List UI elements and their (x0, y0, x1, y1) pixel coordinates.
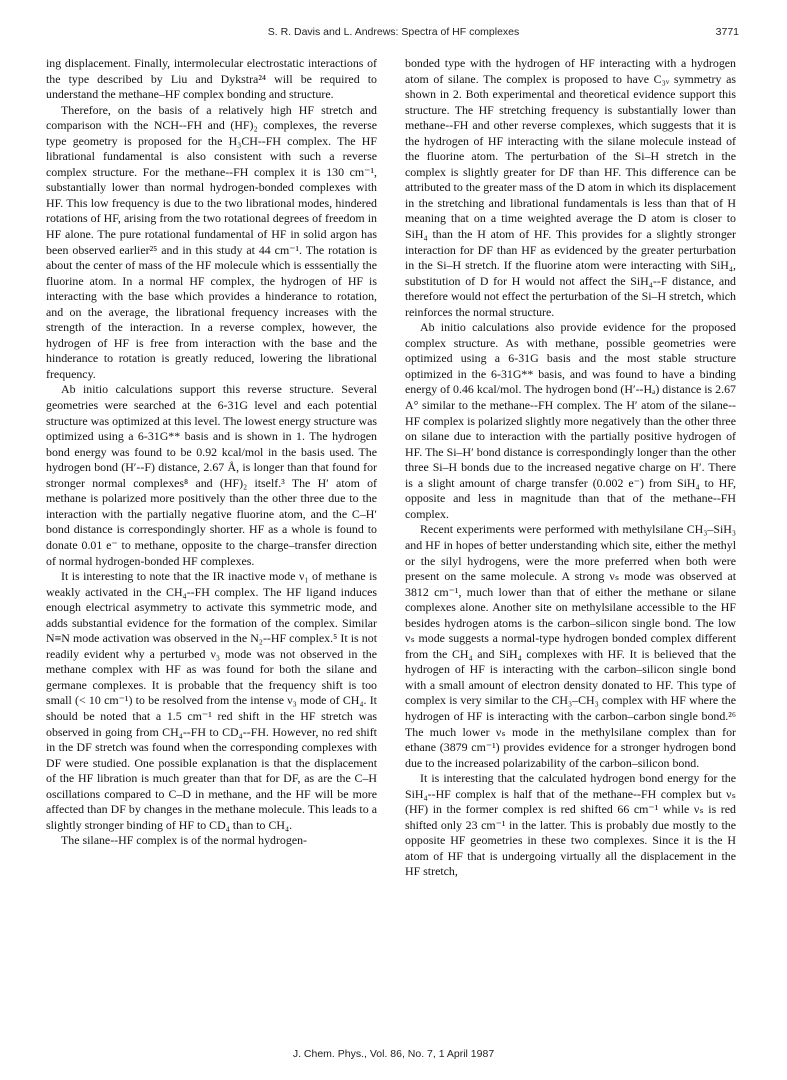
left-paragraph-3: Ab initio calculations support this reverse structure. Several geometries were searched at the 6-31G level and each potential structure was optimized at this level. The lowest energy structure was optimized using a 6-31G** basis and is shown in 1. The hydrogen bond energy was found to be 0.92 kcal/mol in the basis used. The hydrogen bond (H′--F) distance, 2.67 Å, is longer than that found for stronger normal complexes⁸ and (HF)₂ itself.³ The H′ atom of methane is polarized more positively than the other three due to the interaction with the partially negative fluorine atom, and the C–H′ bond distance is correspondingly shorter. HF as a whole is found to donate 0.01 e⁻ to methane, opposite to the charge–transfer direction of normal hydrogen-bonded HF complexes. (46, 382, 377, 568)
running-header: S. R. Davis and L. Andrews: Spectra of HF complexes (267, 26, 520, 38)
left-column (46, 56, 377, 849)
journal-citation-footer: J. Chem. Phys., Vol. 86, No. 7, 1 April 1987 (292, 1048, 495, 1060)
left-paragraph-4: It is interesting to note that the IR inactive mode ν₁ of methane is weakly activated in the CH₄--FH complex. The HF ligand induces enough electrical asymmetry to activate this symmetric mode, and adds substantial evidence for the formation of the complex. Similar N≡N mode activation was observed in the N₂--HF complex.⁵ It is not readily evident why a perturbed ν₃ mode was not observed in the methane complex with HF as was found for both the silane and germane complexes. It is probable that the frequency shift is too small (< 10 cm⁻¹) to be resolved from the intense ν₃ mode of CH₄. It should be noted that a 1.5 cm⁻¹ red shift in the HF stretch was observed in going from CH₄--FH to CD₄--FH. However, no red shift in the DF stretch was found when the corresponding complexes with DF were studied. One possible explanation is that the displacement of the HF libration is much greater than that for DF, as are the C–H oscillations compared to C–D in methane, and the HF will be more affected than DF by changes in the methane molecule. This leads to a slightly stronger binding of HF to CD₄ than to CH₄. (46, 569, 377, 832)
page-number: 3771 (715, 26, 739, 38)
right-paragraph-2: Ab initio calculations also provide evidence for the proposed complex structure. As with methane, possible geometries were optimized using a 6-31G basis and the most stable structure optimized in the 6-31G** basis, and was found to have a binding energy of 0.46 kcal/mol. The hydrogen bond (H′--Hₐ) distance is 2.67 A° similar to the methane--FH complex. The H′ atom of the silane--HF complex is polarized slightly more negatively than the other three on silane due to interaction with the partially positive hydrogen of HF. The Si–H′ bond distance is correspondingly longer than the other three Si–H bonds due to the increased negative charge on H′. There is a slight amount of charge transfer (0.002 e⁻) from SiH₄ to HF, opposite and less in magnitude than that of the methane--FH complex. (405, 320, 736, 521)
left-paragraph-1: ing displacement. Finally, intermolecular electrostatic interactions of the type described by Liu and Dykstra²⁴ will be required to understand the methane–HF complex bonding and structure. (46, 56, 377, 102)
right-paragraph-4: It is interesting that the calculated hydrogen bond energy for the SiH₄--HF complex is half that of the methane--FH complex but νₛ (HF) in the former complex is red shifted 66 cm⁻¹ while νₛ is red shifted only 23 cm⁻¹ in the latter. This is probably due mostly to the opposite HF geometries in these two complexes. Since it is the H atom of HF that is undergoing virtually all the displacement in the HF stretch, (405, 771, 736, 879)
left-paragraph-5: The silane--HF complex is of the normal hydrogen- (61, 833, 308, 848)
right-column (405, 56, 736, 880)
right-paragraph-1: bonded type with the hydrogen of HF interacting with a hydrogen atom of silane. The complex is proposed to have C₃ᵥ symmetry as shown in 2. Both experimental and theoretical evidence support this structure. The HF stretching frequency is substantially lower than methane--FH and other reverse complexes, which suggests that it is the hydrogen of HF interacting with the silane molecule instead of the fluorine atom. The perturbation of the Si–H stretch in the complex is slightly greater for DF than HF. This difference can be attributed to the greater mass of the D atom in which its displacement in the stretching and librational fundamentals is less than that of H meaning that on a time weighted average the D atom is closer to SiH₄ than the H atom of HF. This provides for a slightly stronger interaction for DF than HF as evidenced by the greater perturbation in the Si–H stretch. If the fluorine atom were interacting with SiH₄, substitution of D for H would not affect the SiH₄--F distance, and therefore would not effect the perturbation of the Si–H stretch, which reinforces the normal structure. (405, 56, 736, 319)
left-paragraph-2: Therefore, on the basis of a relatively high HF stretch and comparison with the NCH--FH and (HF)₂ complexes, the reverse type geometry is proposed for the H₃CH--FH complex. The HF librational fundamental is also consistent with such a reverse complex structure. For the methane--FH complex it is 130 cm⁻¹, substantially lower than normal hydrogen-bonded complexes with HF. This low frequency is due to the two librational modes, hindered rotations of HF, arising from the two rotational degrees of freedom in HF alone. The pure rotational fundamental of HF in solid argon has been observed earlier²⁵ and in this study at 44 cm⁻¹. The rotation is about the center of mass of the HF molecule which is esssentially the fluorine atom. In a normal HF complex, the hydrogen of HF is interacting with the base which provides a hinderance to rotation, and on the average, the librational frequency increases with the strength of the interaction. In a reverse complex, however, the hydrogen of HF is free from interaction with the base and the hinderance to rotation is greatly reduced, lowering the librational frequency. (46, 102, 377, 381)
right-paragraph-3: Recent experiments were performed with methylsilane CH₃–SiH₃ and HF in hopes of better understanding which site, either the methyl or the silyl hydrogens, were the more preferred when both were present on the same molecule. A strong νₛ mode was observed at 3812 cm⁻¹, much lower than that of either the methane or silane complexes alone. Another site on methylsilane accessible to the HF besides hydrogen atoms is the carbon–silicon single bond. The low νₛ mode suggests a normal-type hydrogen bonded complex different from the CH₄ and SiH₄ complexes with HF. It is believed that the hydrogen of HF is interacting with the carbon–silicon single bond with a small amount of electron density donated to HF. This type of complex is very similar to the CH₃–CH₃ complex with HF where the hydrogen of HF is interacting with the carbon–carbon single bond.²⁶ The much lower νₛ mode in the methylsilane complex than for ethane (3879 cm⁻¹) provides evidence for a stronger hydrogen bond due to the increased polarizability of the carbon–silicon bond. (405, 522, 736, 770)
